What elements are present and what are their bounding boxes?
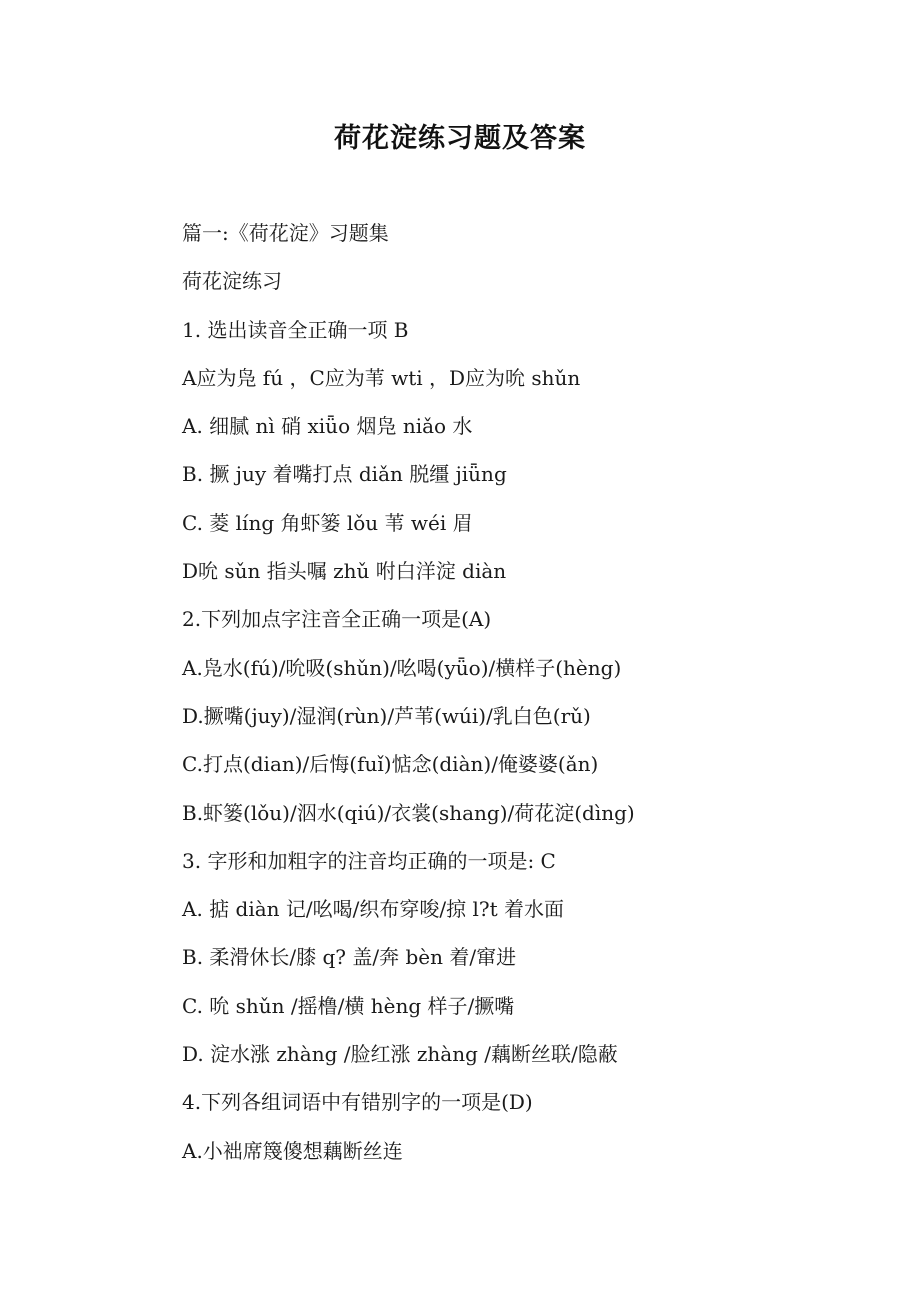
option-line: A.小袦席篾傻想藕断丝连 (182, 1138, 403, 1163)
option-line: D吮 sǔn 指头嘱 zhǔ 咐白洋淀 diàn (182, 559, 507, 584)
option-line: B. 柔滑休长/膝 q? 盖/奔 bèn 着/窜进 (182, 945, 517, 970)
option-line: A. 细腻 nì 硝 xiǖo 烟凫 niǎo 水 (182, 414, 473, 439)
option-line: A. 掂 diàn 记/吆喝/织布穿唆/掠 l?t 着水面 (182, 897, 564, 922)
option-line: D. 淀水涨 zhàng /脸红涨 zhàng /藕断丝联/隐蔽 (182, 1042, 618, 1067)
text-line: 篇一:《荷花淀》习题集 (182, 221, 389, 245)
document-title: 荷花淀练习题及答案 (334, 123, 586, 154)
question-line: 3. 字形和加粗字的注音均正确的一项是: C (182, 848, 556, 873)
option-line: D.撅嘴(juy)/湿润(rùn)/芦苇(wúi)/乳白色(rǔ) (182, 703, 591, 728)
question-line: 1. 选出读音全正确一项 B (182, 317, 409, 342)
text-line: 荷花淀练习 (182, 269, 282, 294)
question-line: 4.下列各组词语中有错别字的一项是(D) (182, 1090, 533, 1115)
option-line: C. 菱 líng 角虾篓 lǒu 苇 wéi 眉 (182, 510, 473, 535)
text-line: A应为凫 fú ，C应为苇 wti ，D应为吮 shǔn (182, 365, 581, 390)
option-line: B.虾篓(lǒu)/泅水(qiú)/衣裳(shang)/荷花淀(dìng) (182, 800, 635, 825)
option-line: A.凫水(fú)/吮吸(shǔn)/吆喝(yǖo)/横样子(hèng) (182, 655, 622, 680)
question-line: 2.下列加点字注音全正确一项是(A) (182, 607, 492, 632)
option-line: B. 撅 juy 着嘴打点 diǎn 脱缰 jiǖng (182, 462, 507, 487)
document-body (182, 216, 882, 1182)
option-line: C. 吮 shǔn /摇橹/横 hèng 样子/撅嘴 (182, 993, 515, 1018)
option-line: C.打点(dian)/后悔(fuǐ)惦念(diàn)/俺婆婆(ǎn) (182, 752, 599, 777)
